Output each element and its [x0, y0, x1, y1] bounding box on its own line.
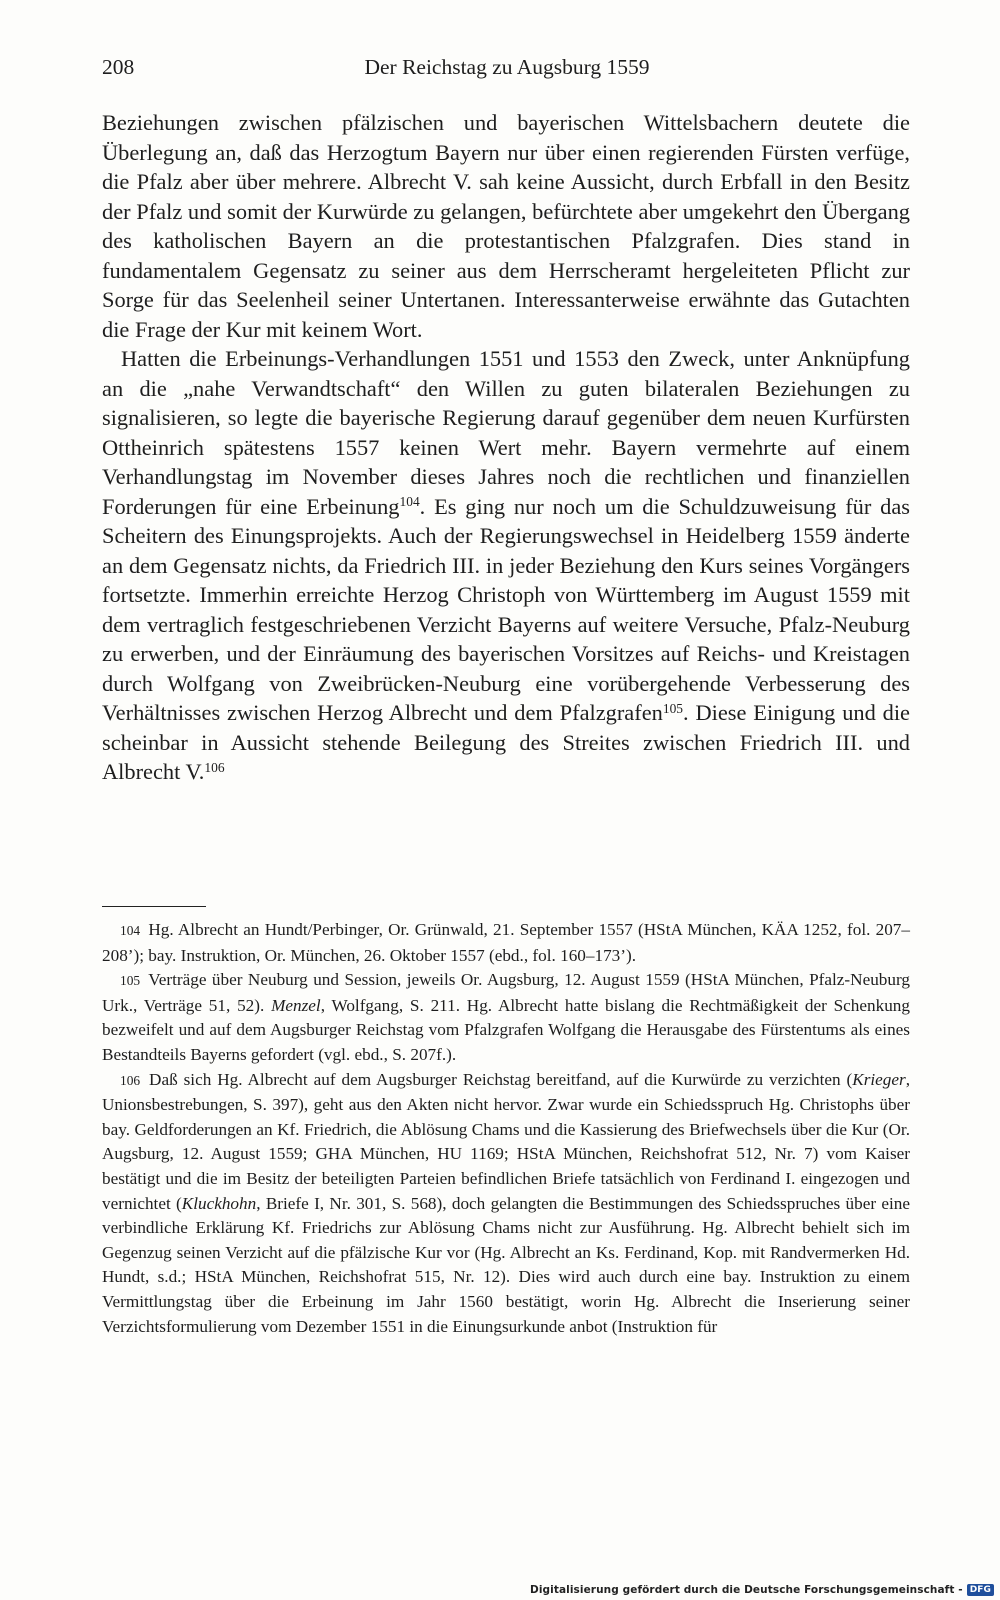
author-name: Krieger	[852, 1069, 906, 1089]
paragraph: Beziehungen zwischen pfälzischen und bayerischen Wittelsbachern deutete die Überlegung an, daß das Herzogtum Bayern nur über einen regierenden Fürsten verfüge, die Pfalz aber über mehrere. Albrecht V. sah keine Aussicht, durch Erbfall in den Besitz der Pfalz und somit der Kurwürde zu gelangen, befürchtete aber umgekehrt den Übergang des katholischen Bayern an die protestantischen Pfalzgrafen. Dies stand in fundamentalem Gegensatz zu seiner aus dem Herrscheramt hergeleiteten Pflicht zur Sorge für das Seelenheil seiner Untertanen. Interessanterweise erwähnte das Gutachten die Frage der Kur mit keinem Wort.	[102, 110, 910, 342]
footnotes	[102, 918, 910, 1339]
page-header	[102, 52, 912, 82]
dfg-logo-icon: DFG	[967, 1584, 994, 1596]
footnote-text: Verträge über Neuburg und Session, jeweils Or. Augsburg, 12. August 1559 (HStA München, Pfalz-Neuburg Urk., Verträge 51, 52).	[102, 970, 910, 1015]
author-name: Kluckhohn	[181, 1193, 257, 1213]
footnote-number: 106	[120, 1072, 141, 1088]
footnote-text: , Unionsbestrebungen, S. 397), geht aus den Akten nicht hervor. Zwar wurde ein Schiedsspruch Hg. Christophs über bay. Geldforderungen an Kf. Friedrich, die Ablösung Chams und die Kassierung des Briefwechsels über die Kur (Or. Augsburg, 12. August 1559; GHA München, HU 1169; HStA München, Reichshofrat 512, Nr. 7) vom Kaiser bestätigt und die im Besitz der beteiligten Parteien befindlichen Briefe tatsächlich von Ferdinand I. eingezogen und vernichtet (	[102, 1069, 911, 1213]
text-run: . Es ging nur noch um die Schuldzuweisung für das Scheitern des Einungsprojekts. Auch der Regierungswechsel in Heidelberg 1559 änderte an dem Gegensatz nichts, da Friedrich III. in jeder Beziehung den Kurs seines Vorgängers fortsetzte. Immerhin erreichte Herzog Christoph von Württemberg im August 1559 mit dem vertraglich festgeschriebenen Verzicht Bayerns auf weitere Versuche, Pfalz-Neuburg zu erwerben, und der Einräumung des bayerischen Vorsitzes auf Reichs- und Kreistagen durch Wolfgang von Zweibrücken-Neuburg eine vorübergehende Verbesserung des Verhältnisses zwischen Herzog Albrecht und dem Pfalzgrafen	[102, 493, 910, 725]
author-name: Menzel	[271, 995, 321, 1015]
footnote-text: Hg. Albrecht an Hundt/Perbinger, Or. Grünwald, 21. September 1557 (HStA München, KÄA 1252, fol. 207–208’); bay. Instruktion, Or. München, 26. Oktober 1557 (ebd., fol. 160–173’).	[102, 920, 910, 965]
main-text	[102, 108, 910, 787]
text-run: . Diese Einigung und die scheinbar in Aussicht stehende Beilegung des Streites zwischen Friedrich III. und Albrecht V.	[102, 700, 910, 784]
credit-text: Digitalisierung gefördert durch die Deutsche Forschungsgemeinschaft -	[530, 1584, 963, 1596]
page-number: 208	[102, 55, 135, 79]
running-title: Der Reichstag zu Augsburg 1559	[364, 55, 650, 79]
footnote-number: 104	[120, 923, 141, 938]
footnote-reference[interactable]: 105	[662, 700, 683, 716]
footnote-text: Daß sich Hg. Albrecht auf dem Augsburger Reichstag bereitfand, auf die Kurwürde zu verzichten (	[149, 1069, 853, 1089]
footnote-number: 105	[120, 973, 141, 989]
footnote	[102, 1068, 910, 1340]
digitization-credit	[530, 1584, 994, 1596]
footnote-reference[interactable]: 106	[204, 759, 225, 775]
footnote-text: , Briefe I, Nr. 301, S. 568), doch gelangten die Bestimmungen des Schiedsspruches über eine verbindliche Erklärung Kf. Friedrichs zur Ablösung Chams nicht zur Ausführung. Hg. Albrecht behielt sich im Gegenzug seinen Verzicht auf die pfälzische Kur vor (Hg. Albrecht an Ks. Ferdinand, Kop. mit Randvermerken Hd. Hundt, s.d.; HStA München, Reichshofrat 515, Nr. 12). Dies wird auch durch eine bay. Instruktion zu einem Vermittlungstag über die Erbeinung im Jahr 1560 bestätigt, worin Hg. Albrecht die Inserierung seiner Verzichtsformulierung vom Dezember 1551 in die Einungsurkunde anbot (Instruktion für	[102, 1193, 910, 1336]
text-run: Hatten die Erbeinungs-Verhandlungen 1551 und 1553 den Zweck, unter Anknüpfung an die „nahe Verwandtschaft“ den Willen zu guten bilateralen Beziehungen zu signalisieren, so legte die bayerische Regierung darauf gegenüber dem neuen Kurfürsten Ottheinrich spätestens 1557 keinen Wert mehr. Bayern vermehrte auf einem Verhandlungstag im November dieses Jahres noch die rechtlichen und finanziellen Forderungen für eine Erbeinung	[102, 346, 910, 519]
footnote-reference[interactable]: 104	[399, 494, 420, 510]
footnote-divider	[102, 906, 206, 907]
footnote	[102, 918, 910, 968]
footnote	[102, 968, 910, 1067]
footnote-text: , Wolfgang, S. 211. Hg. Albrecht hatte bislang die Rechtmäßigkeit der Schenkung bezweifelt und auf dem Augsburger Reichstag vom Pfalzgrafen Wolfgang die Herausgabe des Fürstentums als eines Bestandteils Bayerns gefordert (vgl. ebd., S. 207f.).	[102, 995, 910, 1064]
paragraph	[102, 344, 910, 787]
